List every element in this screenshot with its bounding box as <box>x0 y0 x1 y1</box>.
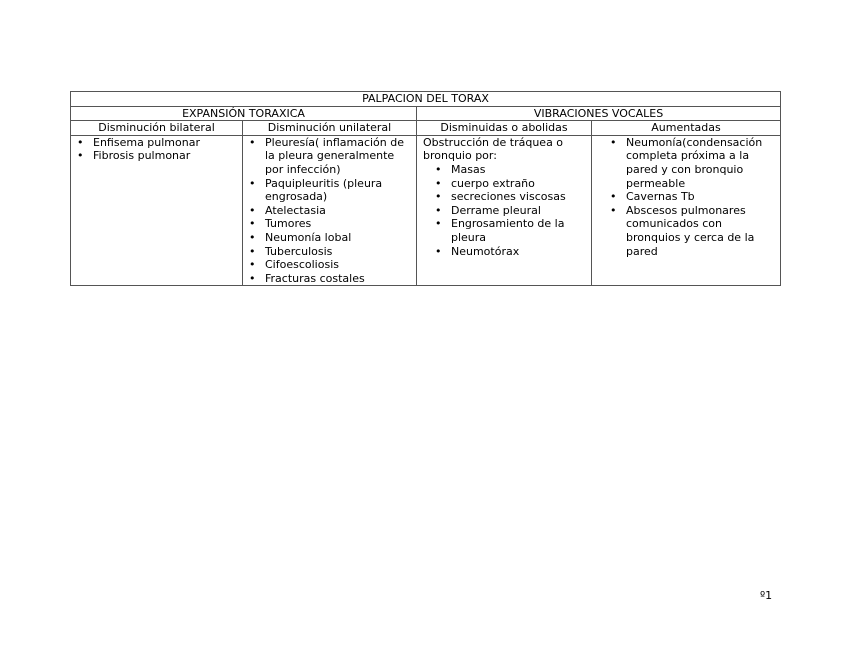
list-item: • Tumores <box>245 217 414 231</box>
list-item: • Masas <box>431 163 589 177</box>
column-header-disminuidas: Disminuidas o abolidas <box>417 121 592 136</box>
cell-unilateral <box>243 135 417 286</box>
list-item: • Cifoescoliosis <box>245 258 414 272</box>
bullet-list-unilateral <box>245 136 414 286</box>
list-item: • Enfisema pulmonar <box>73 136 240 150</box>
list-item: • Fracturas costales <box>245 272 414 286</box>
list-item: • cuerpo extraño <box>431 177 589 191</box>
column-header-aumentadas: Aumentadas <box>592 121 781 136</box>
bullet-list-bilateral <box>73 136 240 163</box>
table-body-row <box>71 135 781 286</box>
column-header-unilateral: Disminución unilateral <box>243 121 417 136</box>
list-item: • Derrame pleural <box>431 204 589 218</box>
list-item: • secreciones viscosas <box>431 190 589 204</box>
list-item: • Paquipleuritis (pleura engrosada) <box>245 177 414 204</box>
list-item: • Tuberculosis <box>245 245 414 259</box>
list-item: • Cavernas Tb <box>606 190 778 204</box>
table-group-row <box>71 106 781 121</box>
bullet-list-disminuidas <box>419 163 589 258</box>
list-item: • Engrosamiento de la pleura <box>431 217 589 244</box>
list-item: • Abscesos pulmonares comunicados con bronquios y cerca de la pared <box>606 204 778 258</box>
column-header-bilateral: Disminución bilateral <box>71 121 243 136</box>
page-number: º1 <box>760 589 773 602</box>
cell-disminuidas <box>417 135 592 286</box>
list-item: • Neumonía(condensación completa próxima a la pared y con bronquio permeable <box>606 136 778 190</box>
intro-text: Obstrucción de tráquea o bronquio por: <box>423 135 564 163</box>
list-item: • Neumotórax <box>431 245 589 259</box>
list-item: • Pleuresía( inflamación de la pleura generalmente por infección) <box>245 136 414 177</box>
list-item: • Fibrosis pulmonar <box>73 149 240 163</box>
table-title: PALPACION DEL TORAX <box>71 92 781 107</box>
table-title-row <box>71 92 781 107</box>
cell-bilateral <box>71 135 243 286</box>
group-header-expansion: EXPANSIÓN TORAXICA <box>71 106 417 121</box>
list-item: • Atelectasia <box>245 204 414 218</box>
list-item: • Neumonía lobal <box>245 231 414 245</box>
bullet-list-aumentadas <box>594 136 778 258</box>
cell-aumentadas <box>592 135 781 286</box>
table-column-header-row <box>71 121 781 136</box>
palpation-table <box>70 91 781 286</box>
group-header-vibraciones: VIBRACIONES VOCALES <box>417 106 781 121</box>
